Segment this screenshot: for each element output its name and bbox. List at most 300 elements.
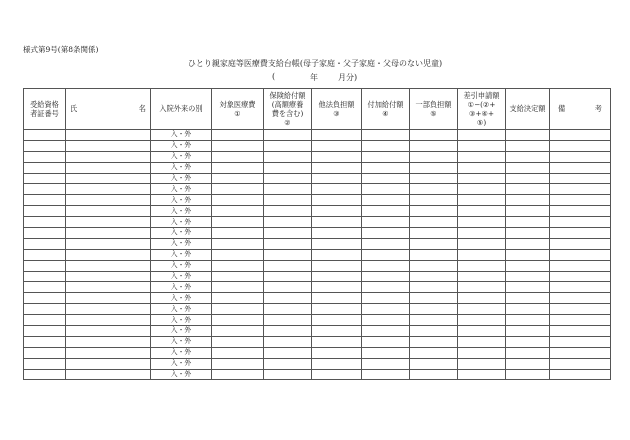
blank-entry-cell[interactable] — [212, 228, 264, 239]
inpatient-outpatient-cell: 入・外 — [151, 162, 212, 173]
blank-entry-cell[interactable] — [550, 282, 611, 293]
table-row — [24, 260, 611, 271]
blank-entry-cell[interactable] — [212, 260, 264, 271]
blank-entry-cell[interactable] — [506, 140, 550, 151]
blank-entry-cell[interactable] — [312, 151, 362, 162]
period-line — [272, 72, 362, 83]
blank-entry-cell[interactable] — [362, 162, 410, 173]
blank-entry-cell[interactable] — [24, 184, 66, 195]
blank-entry-cell[interactable] — [24, 195, 66, 206]
blank-entry-cell[interactable] — [506, 162, 550, 173]
blank-entry-cell[interactable] — [506, 173, 550, 184]
blank-entry-cell[interactable] — [458, 260, 506, 271]
blank-entry-cell[interactable] — [506, 217, 550, 228]
blank-entry-cell[interactable] — [212, 336, 264, 347]
blank-entry-cell[interactable] — [506, 271, 550, 282]
blank-entry-cell[interactable] — [24, 358, 66, 369]
blank-entry-cell[interactable] — [66, 315, 151, 326]
blank-entry-cell[interactable] — [212, 282, 264, 293]
blank-entry-cell[interactable] — [24, 249, 66, 260]
blank-entry-cell[interactable] — [506, 304, 550, 315]
blank-entry-cell[interactable] — [212, 151, 264, 162]
blank-entry-cell[interactable] — [66, 304, 151, 315]
blank-entry-cell[interactable] — [506, 151, 550, 162]
table-row — [24, 347, 611, 358]
inpatient-outpatient-cell: 入・外 — [151, 238, 212, 249]
blank-entry-cell[interactable] — [458, 238, 506, 249]
blank-entry-cell[interactable] — [24, 315, 66, 326]
blank-entry-cell[interactable] — [312, 206, 362, 217]
blank-entry-cell[interactable] — [550, 260, 611, 271]
blank-entry-cell[interactable] — [410, 271, 458, 282]
header-inpatient-outpatient: 入院外来の別 — [151, 89, 212, 130]
blank-entry-cell[interactable] — [264, 195, 312, 206]
blank-entry-cell[interactable] — [362, 326, 410, 337]
blank-entry-cell[interactable] — [312, 217, 362, 228]
blank-entry-cell[interactable] — [550, 369, 611, 380]
table-row — [24, 369, 611, 380]
blank-entry-cell[interactable] — [66, 282, 151, 293]
blank-entry-cell[interactable] — [312, 195, 362, 206]
blank-entry-cell[interactable] — [66, 228, 151, 239]
blank-entry-cell[interactable] — [24, 347, 66, 358]
header-line: 一部負担額 — [415, 99, 452, 109]
inpatient-outpatient-cell: 入・外 — [151, 195, 212, 206]
blank-entry-cell[interactable] — [362, 206, 410, 217]
inpatient-outpatient-cell: 入・外 — [151, 369, 212, 380]
blank-entry-cell[interactable] — [458, 195, 506, 206]
table-row — [24, 293, 611, 304]
blank-entry-cell[interactable] — [312, 238, 362, 249]
blank-entry-cell[interactable] — [410, 184, 458, 195]
table-row — [24, 282, 611, 293]
inpatient-outpatient-cell: 入・外 — [151, 151, 212, 162]
table-row — [24, 358, 611, 369]
blank-entry-cell[interactable] — [312, 315, 362, 326]
ledger-body — [24, 130, 611, 380]
blank-entry-cell[interactable] — [458, 228, 506, 239]
blank-entry-cell[interactable] — [212, 358, 264, 369]
period-year-label: 年 — [310, 73, 318, 82]
table-row — [24, 130, 611, 141]
blank-entry-cell[interactable] — [550, 173, 611, 184]
blank-entry-cell[interactable] — [410, 249, 458, 260]
blank-entry-cell[interactable] — [66, 173, 151, 184]
blank-entry-cell[interactable] — [212, 293, 264, 304]
header-remarks-first-char: 備 — [558, 104, 566, 114]
blank-entry-cell[interactable] — [24, 271, 66, 282]
blank-entry-cell[interactable] — [362, 304, 410, 315]
blank-entry-cell[interactable] — [362, 271, 410, 282]
table-row — [24, 206, 611, 217]
inpatient-outpatient-cell: 入・外 — [151, 271, 212, 282]
blank-entry-cell[interactable] — [66, 260, 151, 271]
blank-entry-cell[interactable] — [212, 326, 264, 337]
blank-entry-cell[interactable] — [312, 358, 362, 369]
blank-entry-cell[interactable] — [264, 326, 312, 337]
inpatient-outpatient-cell: 入・外 — [151, 293, 212, 304]
blank-entry-cell[interactable] — [410, 369, 458, 380]
blank-entry-cell[interactable] — [264, 173, 312, 184]
blank-entry-cell[interactable] — [550, 238, 611, 249]
blank-entry-cell[interactable] — [506, 326, 550, 337]
table-row — [24, 238, 611, 249]
blank-entry-cell[interactable] — [212, 184, 264, 195]
blank-entry-cell[interactable] — [550, 326, 611, 337]
table-row — [24, 304, 611, 315]
header-line: 費を含む) — [271, 109, 304, 118]
blank-entry-cell[interactable] — [362, 336, 410, 347]
blank-entry-cell[interactable] — [66, 206, 151, 217]
header-line: ④ — [382, 109, 389, 118]
header-line: ③+④+ — [469, 109, 494, 118]
blank-entry-cell[interactable] — [506, 369, 550, 380]
blank-entry-cell[interactable] — [410, 162, 458, 173]
blank-entry-cell[interactable] — [410, 238, 458, 249]
blank-entry-cell[interactable] — [550, 217, 611, 228]
blank-entry-cell[interactable] — [410, 347, 458, 358]
blank-entry-cell[interactable] — [264, 358, 312, 369]
blank-entry-cell[interactable] — [66, 369, 151, 380]
blank-entry-cell[interactable] — [212, 162, 264, 173]
blank-entry-cell[interactable] — [264, 315, 312, 326]
blank-entry-cell[interactable] — [458, 217, 506, 228]
blank-entry-cell[interactable] — [212, 140, 264, 151]
blank-entry-cell[interactable] — [506, 228, 550, 239]
blank-entry-cell[interactable] — [362, 130, 410, 141]
blank-entry-cell[interactable] — [550, 336, 611, 347]
blank-entry-cell[interactable] — [312, 130, 362, 141]
blank-entry-cell[interactable] — [264, 151, 312, 162]
blank-entry-cell[interactable] — [264, 293, 312, 304]
blank-entry-cell[interactable] — [362, 369, 410, 380]
blank-entry-cell[interactable] — [410, 173, 458, 184]
blank-entry-cell[interactable] — [362, 228, 410, 239]
blank-entry-cell[interactable] — [212, 315, 264, 326]
blank-entry-cell[interactable] — [458, 336, 506, 347]
blank-entry-cell[interactable] — [66, 162, 151, 173]
blank-entry-cell[interactable] — [550, 195, 611, 206]
blank-entry-cell[interactable] — [66, 130, 151, 141]
blank-entry-cell[interactable] — [458, 173, 506, 184]
blank-entry-cell[interactable] — [312, 173, 362, 184]
blank-entry-cell[interactable] — [550, 151, 611, 162]
blank-entry-cell[interactable] — [24, 336, 66, 347]
blank-entry-cell[interactable] — [550, 293, 611, 304]
blank-entry-cell[interactable] — [362, 347, 410, 358]
blank-entry-cell[interactable] — [66, 195, 151, 206]
header-other-law-burden — [312, 89, 362, 130]
blank-entry-cell[interactable] — [264, 336, 312, 347]
blank-entry-cell[interactable] — [550, 315, 611, 326]
header-insurance-benefit — [264, 89, 312, 130]
inpatient-outpatient-cell: 入・外 — [151, 347, 212, 358]
inpatient-outpatient-cell: 入・外 — [151, 228, 212, 239]
table-row — [24, 173, 611, 184]
blank-entry-cell[interactable] — [362, 249, 410, 260]
header-line: ③ — [333, 109, 340, 118]
blank-entry-cell[interactable] — [264, 238, 312, 249]
header-line: ⑤ — [430, 109, 437, 118]
blank-entry-cell[interactable] — [264, 130, 312, 141]
blank-entry-cell[interactable] — [550, 228, 611, 239]
blank-entry-cell[interactable] — [312, 326, 362, 337]
blank-entry-cell[interactable] — [24, 293, 66, 304]
header-claim-amount — [458, 89, 506, 130]
blank-entry-cell[interactable] — [212, 369, 264, 380]
inpatient-outpatient-cell: 入・外 — [151, 282, 212, 293]
blank-entry-cell[interactable] — [550, 184, 611, 195]
blank-entry-cell[interactable] — [24, 140, 66, 151]
blank-entry-cell[interactable] — [506, 238, 550, 249]
blank-entry-cell[interactable] — [410, 228, 458, 239]
blank-entry-cell[interactable] — [458, 184, 506, 195]
blank-entry-cell[interactable] — [24, 282, 66, 293]
blank-entry-cell[interactable] — [24, 217, 66, 228]
form-number: 様式第9号(第8条関係) — [23, 45, 99, 54]
blank-entry-cell[interactable] — [312, 304, 362, 315]
blank-entry-cell[interactable] — [24, 130, 66, 141]
blank-entry-cell[interactable] — [66, 326, 151, 337]
blank-entry-cell[interactable] — [506, 195, 550, 206]
blank-entry-cell[interactable] — [506, 336, 550, 347]
blank-entry-cell[interactable] — [458, 162, 506, 173]
blank-entry-cell[interactable] — [550, 304, 611, 315]
blank-entry-cell[interactable] — [24, 228, 66, 239]
table-row — [24, 162, 611, 173]
period-month-label: 月分) — [338, 73, 358, 82]
table-row — [24, 326, 611, 337]
ledger-table — [23, 88, 611, 380]
blank-entry-cell[interactable] — [212, 130, 264, 141]
blank-entry-cell[interactable] — [212, 304, 264, 315]
header-name — [66, 89, 151, 130]
blank-entry-cell[interactable] — [362, 260, 410, 271]
inpatient-outpatient-cell: 入・外 — [151, 315, 212, 326]
blank-entry-cell[interactable] — [24, 326, 66, 337]
blank-entry-cell[interactable] — [312, 140, 362, 151]
blank-entry-cell[interactable] — [212, 249, 264, 260]
blank-entry-cell[interactable] — [458, 130, 506, 141]
inpatient-outpatient-cell: 入・外 — [151, 140, 212, 151]
blank-entry-cell[interactable] — [24, 173, 66, 184]
blank-entry-cell[interactable] — [458, 140, 506, 151]
blank-entry-cell[interactable] — [312, 228, 362, 239]
inpatient-outpatient-cell: 入・外 — [151, 173, 212, 184]
blank-entry-cell[interactable] — [264, 162, 312, 173]
blank-entry-cell[interactable] — [458, 369, 506, 380]
blank-entry-cell[interactable] — [506, 249, 550, 260]
blank-entry-cell[interactable] — [362, 217, 410, 228]
blank-entry-cell[interactable] — [264, 217, 312, 228]
blank-entry-cell[interactable] — [24, 304, 66, 315]
header-line: ①−(②+ — [467, 99, 496, 109]
blank-entry-cell[interactable] — [212, 238, 264, 249]
blank-entry-cell[interactable] — [24, 162, 66, 173]
blank-entry-cell[interactable] — [212, 217, 264, 228]
blank-entry-cell[interactable] — [264, 228, 312, 239]
blank-entry-cell[interactable] — [264, 140, 312, 151]
blank-entry-cell[interactable] — [264, 271, 312, 282]
blank-entry-cell[interactable] — [264, 260, 312, 271]
blank-entry-cell[interactable] — [24, 151, 66, 162]
blank-entry-cell[interactable] — [312, 347, 362, 358]
blank-entry-cell[interactable] — [66, 249, 151, 260]
blank-entry-cell[interactable] — [264, 369, 312, 380]
blank-entry-cell[interactable] — [458, 282, 506, 293]
blank-entry-cell[interactable] — [506, 282, 550, 293]
blank-entry-cell[interactable] — [458, 206, 506, 217]
blank-entry-cell[interactable] — [550, 130, 611, 141]
blank-entry-cell[interactable] — [506, 184, 550, 195]
blank-entry-cell[interactable] — [312, 260, 362, 271]
blank-entry-cell[interactable] — [362, 184, 410, 195]
blank-entry-cell[interactable] — [506, 130, 550, 141]
blank-entry-cell[interactable] — [312, 271, 362, 282]
blank-entry-cell[interactable] — [66, 271, 151, 282]
inpatient-outpatient-cell: 入・外 — [151, 260, 212, 271]
blank-entry-cell[interactable] — [264, 282, 312, 293]
blank-entry-cell[interactable] — [410, 293, 458, 304]
blank-entry-cell[interactable] — [312, 184, 362, 195]
blank-entry-cell[interactable] — [410, 315, 458, 326]
blank-entry-cell[interactable] — [212, 195, 264, 206]
blank-entry-cell[interactable] — [550, 271, 611, 282]
blank-entry-cell[interactable] — [506, 206, 550, 217]
blank-entry-cell[interactable] — [264, 347, 312, 358]
inpatient-outpatient-cell: 入・外 — [151, 130, 212, 141]
blank-entry-cell[interactable] — [410, 195, 458, 206]
inpatient-outpatient-cell: 入・外 — [151, 304, 212, 315]
blank-entry-cell[interactable] — [362, 173, 410, 184]
blank-entry-cell[interactable] — [312, 336, 362, 347]
header-row — [24, 89, 611, 130]
blank-entry-cell[interactable] — [212, 206, 264, 217]
header-line: 対象医療費 — [219, 99, 256, 109]
blank-entry-cell[interactable] — [550, 249, 611, 260]
blank-entry-cell[interactable] — [362, 293, 410, 304]
blank-entry-cell[interactable] — [264, 249, 312, 260]
header-recipient-number — [24, 89, 66, 130]
blank-entry-cell[interactable] — [458, 358, 506, 369]
blank-entry-cell[interactable] — [506, 358, 550, 369]
header-remarks-last-char: 考 — [594, 104, 602, 114]
blank-entry-cell[interactable] — [362, 195, 410, 206]
header-line: ⑤) — [476, 118, 487, 128]
blank-entry-cell[interactable] — [66, 358, 151, 369]
blank-entry-cell[interactable] — [458, 326, 506, 337]
table-row — [24, 140, 611, 151]
blank-entry-cell[interactable] — [550, 347, 611, 358]
blank-entry-cell[interactable] — [312, 249, 362, 260]
blank-entry-cell[interactable] — [410, 151, 458, 162]
header-additional-benefit — [362, 89, 410, 130]
table-row — [24, 184, 611, 195]
blank-entry-cell[interactable] — [66, 347, 151, 358]
blank-entry-cell[interactable] — [550, 358, 611, 369]
header-copay — [410, 89, 458, 130]
blank-entry-cell[interactable] — [458, 347, 506, 358]
inpatient-outpatient-cell: 入・外 — [151, 249, 212, 260]
inpatient-outpatient-cell: 入・外 — [151, 206, 212, 217]
blank-entry-cell[interactable] — [550, 206, 611, 217]
blank-entry-cell[interactable] — [264, 206, 312, 217]
header-line: 保険給付額 — [269, 90, 306, 100]
blank-entry-cell[interactable] — [550, 140, 611, 151]
blank-entry-cell[interactable] — [410, 304, 458, 315]
table-row — [24, 336, 611, 347]
blank-entry-cell[interactable] — [312, 369, 362, 380]
blank-entry-cell[interactable] — [66, 140, 151, 151]
blank-entry-cell[interactable] — [410, 326, 458, 337]
blank-entry-cell[interactable] — [312, 282, 362, 293]
blank-entry-cell[interactable] — [362, 238, 410, 249]
blank-entry-cell[interactable] — [506, 315, 550, 326]
blank-entry-cell[interactable] — [362, 140, 410, 151]
blank-entry-cell[interactable] — [410, 130, 458, 141]
blank-entry-cell[interactable] — [264, 184, 312, 195]
header-payment-decision: 支給決定額 — [506, 89, 550, 130]
inpatient-outpatient-cell: 入・外 — [151, 336, 212, 347]
blank-entry-cell[interactable] — [458, 151, 506, 162]
blank-entry-cell[interactable] — [362, 282, 410, 293]
ledger-title: ひとり親家庭等医療費支給台帳(母子家庭・父子家庭・父母のない児童) — [187, 59, 443, 68]
blank-entry-cell[interactable] — [410, 217, 458, 228]
blank-entry-cell[interactable] — [410, 260, 458, 271]
blank-entry-cell[interactable] — [410, 206, 458, 217]
blank-entry-cell[interactable] — [458, 271, 506, 282]
blank-entry-cell[interactable] — [550, 162, 611, 173]
blank-entry-cell[interactable] — [362, 358, 410, 369]
blank-entry-cell[interactable] — [24, 238, 66, 249]
blank-entry-cell[interactable] — [362, 315, 410, 326]
blank-entry-cell[interactable] — [458, 304, 506, 315]
blank-entry-cell[interactable] — [264, 304, 312, 315]
blank-entry-cell[interactable] — [24, 260, 66, 271]
blank-entry-cell[interactable] — [410, 358, 458, 369]
blank-entry-cell[interactable] — [458, 293, 506, 304]
blank-entry-cell[interactable] — [312, 162, 362, 173]
blank-entry-cell[interactable] — [410, 282, 458, 293]
table-row — [24, 151, 611, 162]
blank-entry-cell[interactable] — [458, 249, 506, 260]
blank-entry-cell[interactable] — [410, 140, 458, 151]
inpatient-outpatient-cell: 入・外 — [151, 184, 212, 195]
blank-entry-cell[interactable] — [66, 184, 151, 195]
blank-entry-cell[interactable] — [212, 347, 264, 358]
blank-entry-cell[interactable] — [362, 151, 410, 162]
blank-entry-cell[interactable] — [506, 347, 550, 358]
blank-entry-cell[interactable] — [506, 260, 550, 271]
blank-entry-cell[interactable] — [312, 293, 362, 304]
table-row — [24, 195, 611, 206]
blank-entry-cell[interactable] — [212, 173, 264, 184]
header-line: 者証番号 — [30, 109, 59, 118]
blank-entry-cell[interactable] — [66, 238, 151, 249]
blank-entry-cell[interactable] — [24, 369, 66, 380]
blank-entry-cell[interactable] — [66, 217, 151, 228]
header-remarks — [550, 89, 611, 130]
blank-entry-cell[interactable] — [212, 271, 264, 282]
blank-entry-cell[interactable] — [66, 151, 151, 162]
blank-entry-cell[interactable] — [66, 293, 151, 304]
blank-entry-cell[interactable] — [66, 336, 151, 347]
blank-entry-cell[interactable] — [506, 293, 550, 304]
blank-entry-cell[interactable] — [24, 206, 66, 217]
blank-entry-cell[interactable] — [410, 336, 458, 347]
header-line: 他法負担額 — [318, 99, 355, 109]
blank-entry-cell[interactable] — [458, 315, 506, 326]
